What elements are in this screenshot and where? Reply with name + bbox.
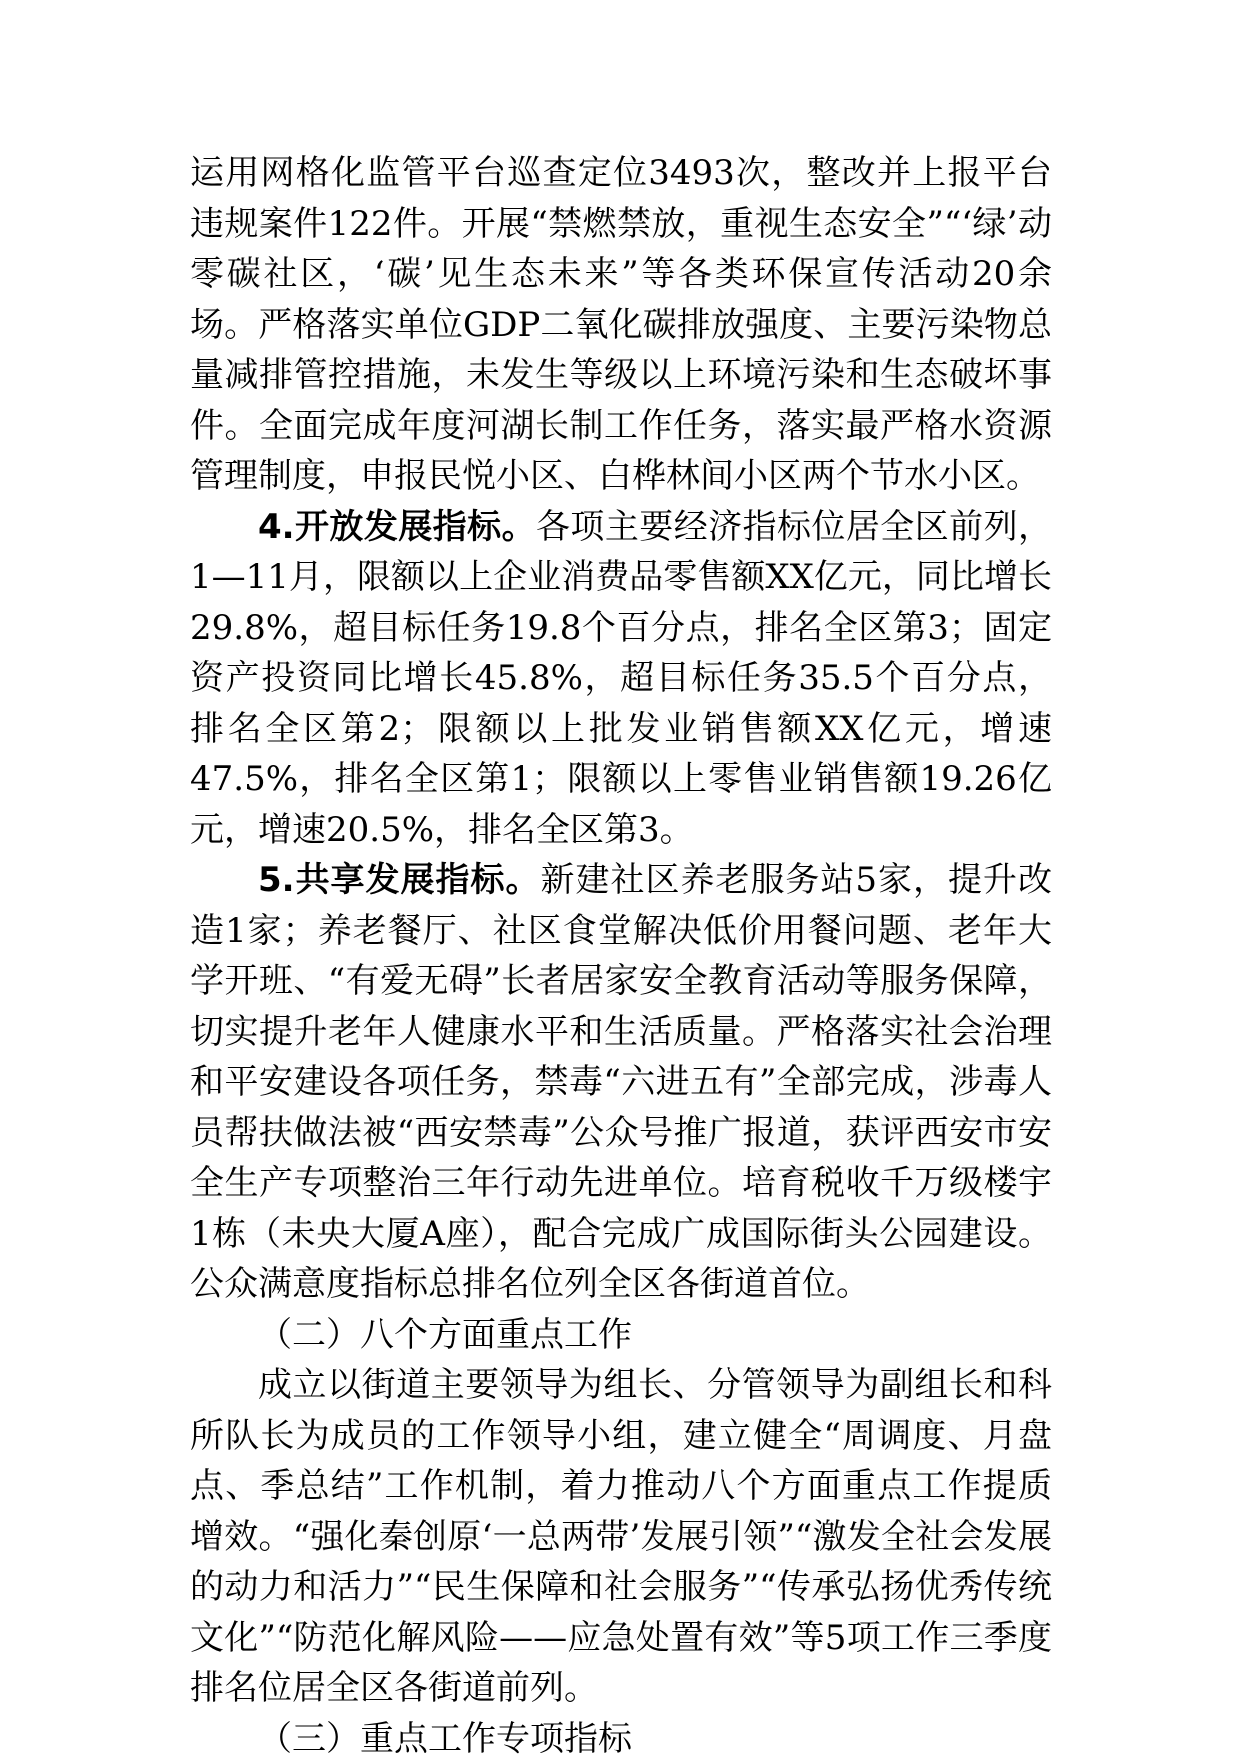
shared-development-heading: 5.共享发展指标。 — [258, 860, 541, 900]
open-development-heading: 4.开放发展指标。 — [258, 507, 536, 547]
open-development-body: 各项主要经济指标位居全区前列，1—11月，限额以上企业消费品零售额XX亿元，同比增长29.8%，超目标任务19.8个百分点，排名全区第3；固定资产投资同比增长45.8%，超目标任务35.5个百分点，排名全区第2；限额以上批发业销售额XX亿元，增速47.5%，排名全区第1；限额以上零售业销售额19.26亿元，增速20.5%，排名全区第3。 — [190, 507, 1052, 850]
document-page — [190, 148, 1052, 1764]
shared-development-body: 新建社区养老服务站5家，提升改造1家；养老餐厅、社区食堂解决低价用餐问题、老年大学开班、“有爱无碍”长者居家安全教育活动等服务保障，切实提升老年人健康水平和生活质量。严格落实社会治理和平安建设各项任务，禁毒“六进五有”全部完成，涉毒人员帮扶做法被“西安禁毒”公众号推广报道，获评西安市安全生产专项整治三年行动先进单位。培育税收千万级楼宇1栋（未央大厦A座），配合完成广成国际街头公园建设。公众满意度指标总排名位列全区各街道首位。 — [190, 860, 1052, 1304]
paragraph-key-work: 成立以街道主要领导为组长、分管领导为副组长和科所队长为成员的工作领导小组，建立健全“周调度、月盘点、季总结”工作机制，着力推动八个方面重点工作提质增效。“强化秦创原‘一总两带’发展引领”“激发全社会发展的动力和活力”“民生保障和社会服务”“传承弘扬优秀传统文化”“防范化解风险——应急处置有效”等5项工作三季度排名位居全区各街道前列。 — [190, 1360, 1052, 1714]
paragraph-environment: 运用网格化监管平台巡查定位3493次，整改并上报平台违规案件122件。开展“禁燃禁放，重视生态安全”“‘绿’动零碳社区，‘碳’见生态未来”等各类环保宣传活动20余场。严格落实单位GDP二氧化碳排放强度、主要污染物总量减排管控措施，未发生等级以上环境污染和生态破坏事件。全面完成年度河湖长制工作任务，落实最严格水资源管理制度，申报民悦小区、白桦林间小区两个节水小区。 — [190, 148, 1052, 502]
paragraph-open-development — [190, 502, 1052, 856]
section-heading-special-indicators: （三）重点工作专项指标 — [190, 1714, 1052, 1764]
section-heading-key-work: （二）八个方面重点工作 — [190, 1310, 1052, 1361]
paragraph-shared-development — [190, 855, 1052, 1310]
